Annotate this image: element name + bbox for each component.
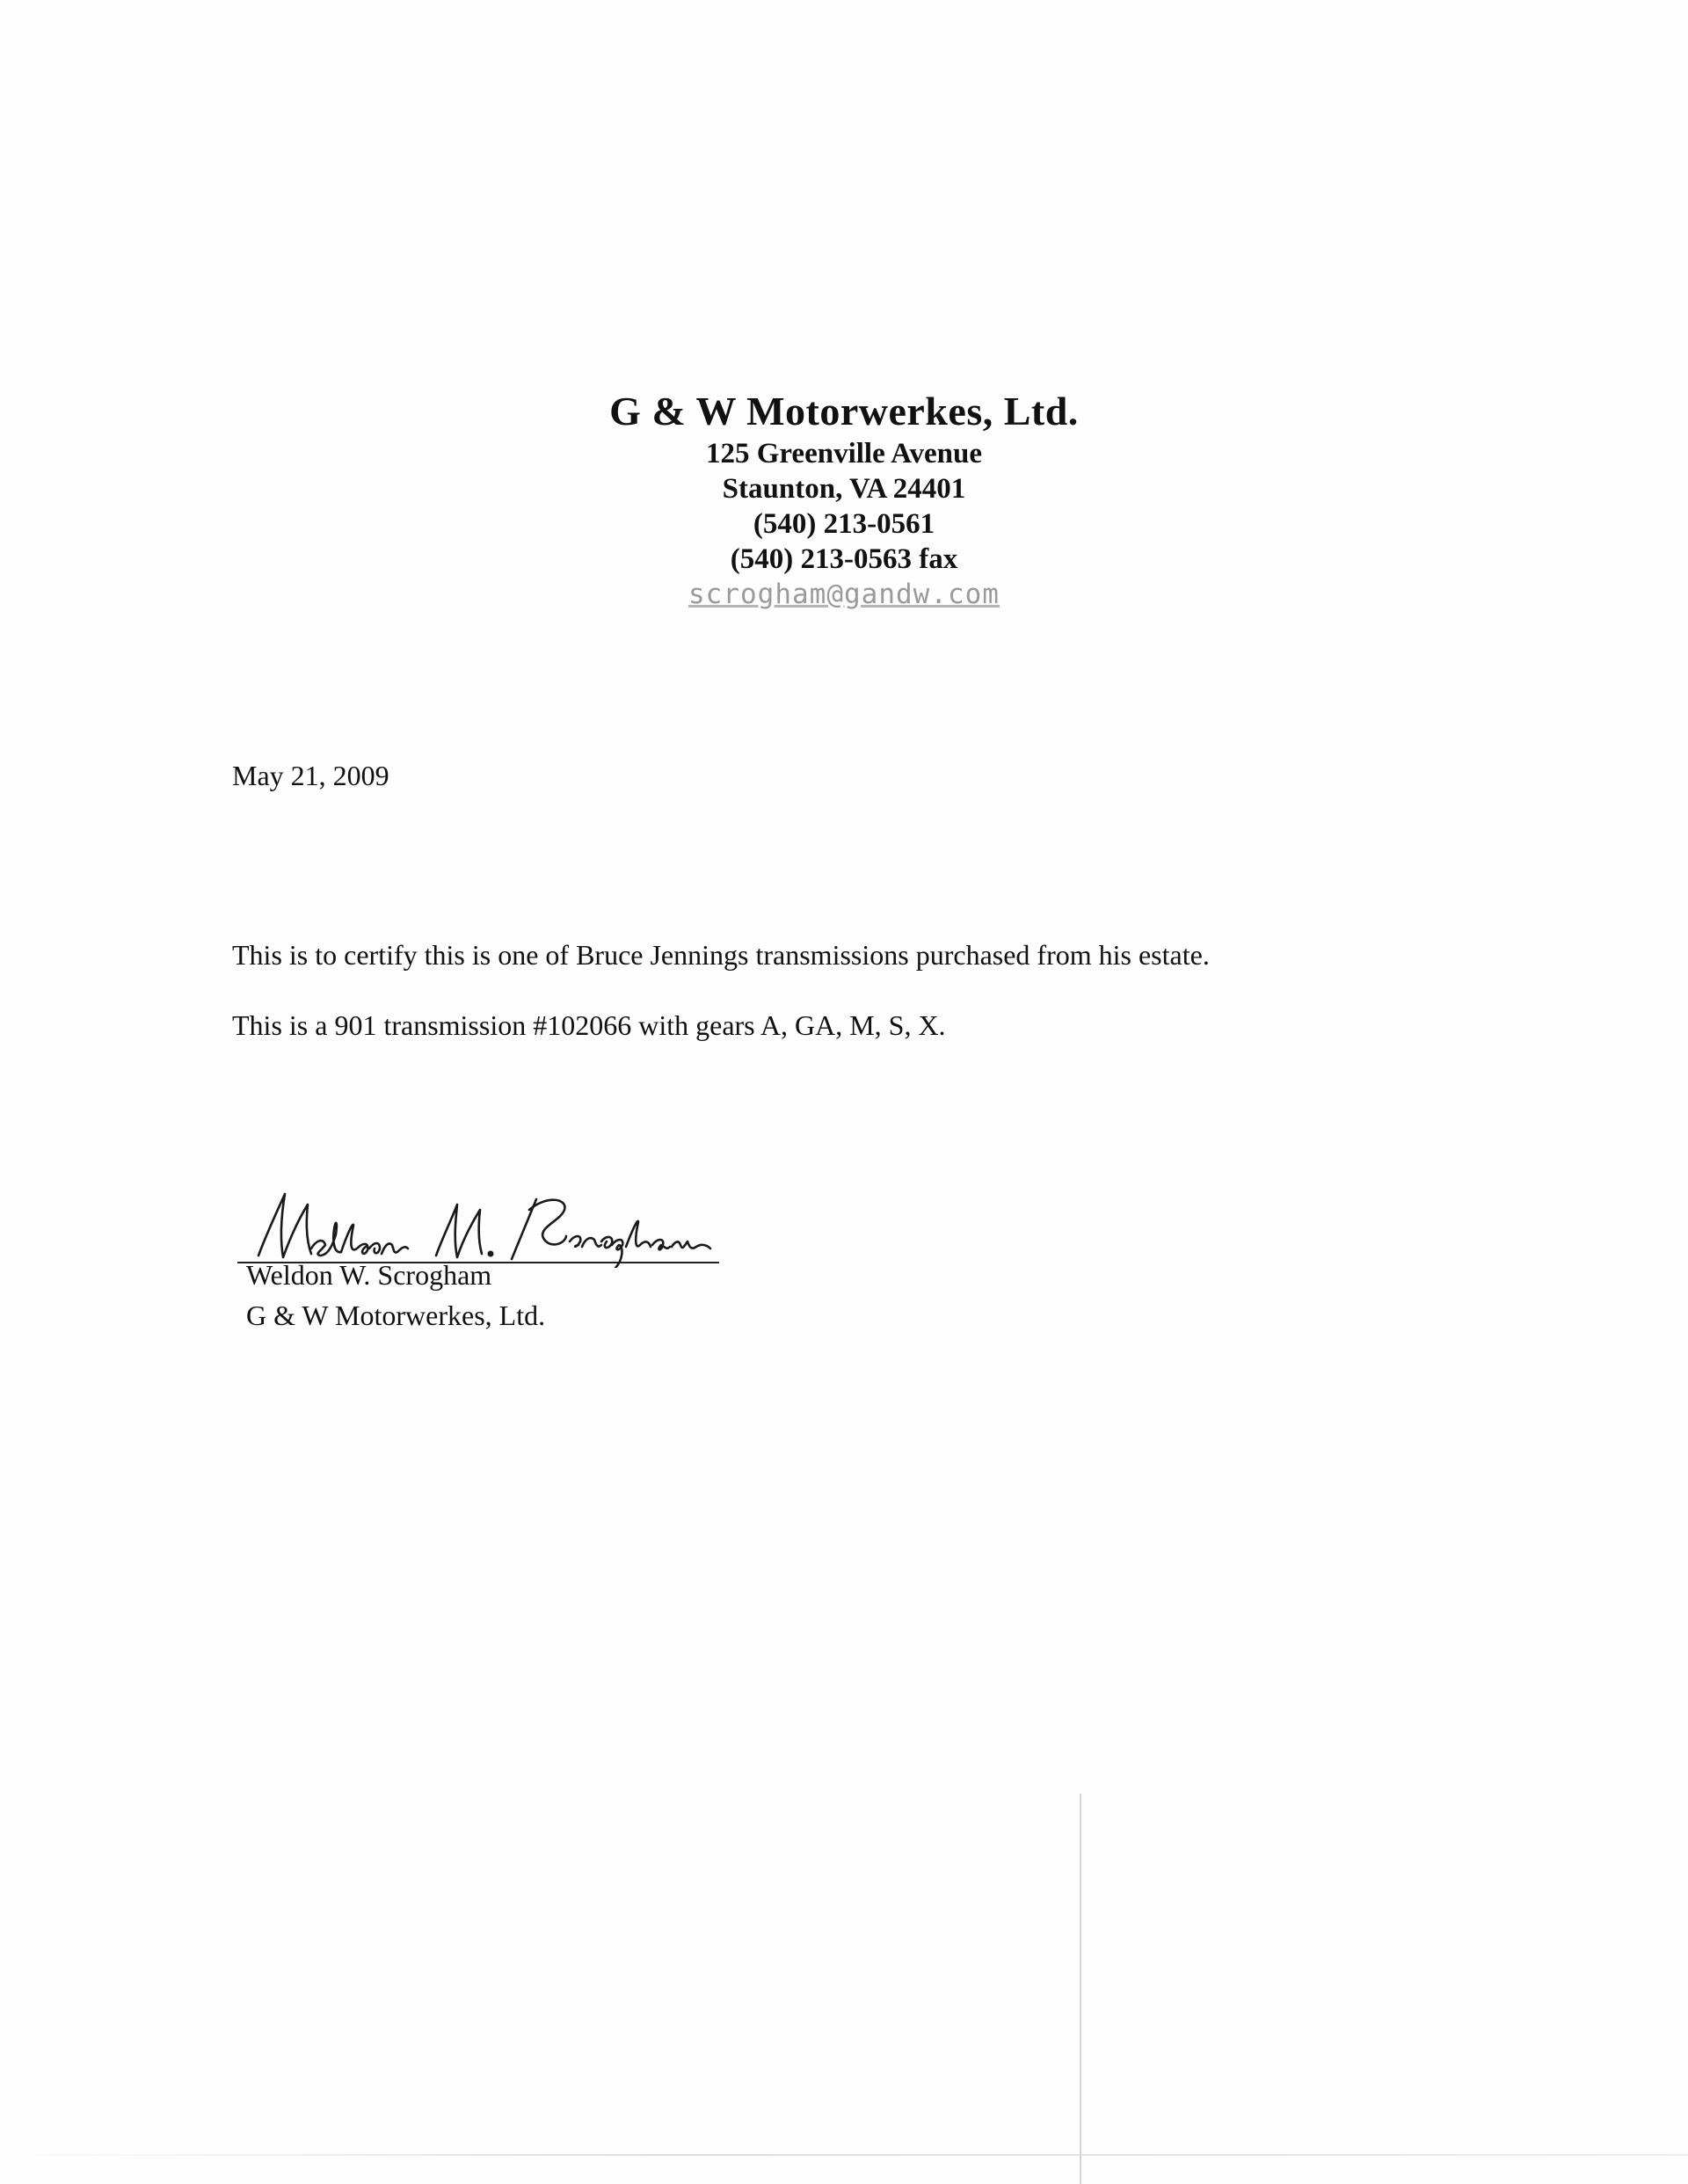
signature-block	[232, 1183, 724, 1342]
company-name: G & W Motorwerkes, Ltd.	[609, 389, 1079, 433]
signer-name: Weldon W. Scrogham	[246, 1259, 492, 1291]
handwritten-signature	[232, 1183, 724, 1268]
fax-number: (540) 213-0563 fax	[730, 543, 958, 575]
signer-company: G & W Motorwerkes, Ltd.	[246, 1299, 546, 1331]
email-address: scrogham@gandw.com	[688, 579, 1000, 610]
city-state-zip: Staunton, VA 24401	[722, 473, 966, 505]
street-address: 125 Greenville Avenue	[705, 438, 983, 470]
transmission-details-paragraph: This is a 901 transmission #102066 with gears A, GA, M, S, X.	[232, 1009, 946, 1041]
scan-artifact-horizontal-line	[0, 2154, 1688, 2156]
certification-paragraph: This is to certify this is one of Bruce Jennings transmissions purchased from his estate.	[232, 939, 1210, 971]
letter-date: May 21, 2009	[232, 760, 389, 791]
letterhead	[0, 387, 1688, 612]
scan-artifact-vertical-line	[1080, 1794, 1081, 2184]
phone-number: (540) 213-0561	[753, 508, 935, 540]
